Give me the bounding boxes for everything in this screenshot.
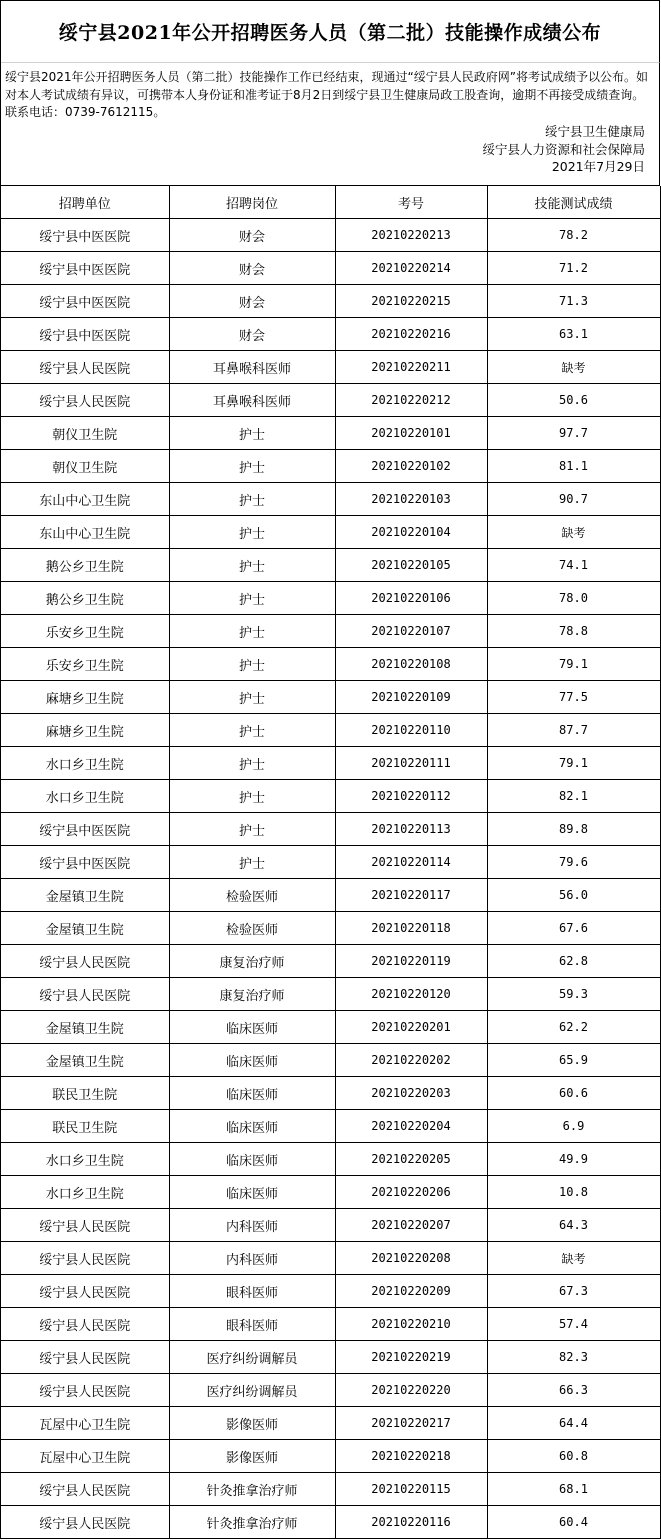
cell-exam-id: 20210220108 [335,648,487,681]
cell-exam-id: 20210220113 [335,813,487,846]
cell-score: 79.1 [487,648,660,681]
cell-unit: 金屋镇卫生院 [1,912,169,945]
cell-score: 71.2 [487,252,660,285]
table-row [1,252,660,285]
results-table [1,186,661,1539]
cell-exam-id: 20210220219 [335,1341,487,1374]
table-row [1,912,660,945]
signer-health-bureau: 绥宁县卫生健康局 [544,124,645,139]
table-row [1,1308,660,1341]
table-row [1,780,660,813]
cell-score: 缺考 [487,351,660,384]
cell-post: 临床医师 [169,1077,335,1110]
cell-score: 77.5 [487,681,660,714]
cell-post: 财会 [169,219,335,252]
cell-post: 护士 [169,714,335,747]
cell-post: 护士 [169,582,335,615]
cell-score: 6.9 [487,1110,660,1143]
cell-exam-id: 20210220103 [335,483,487,516]
table-body [1,219,660,1539]
cell-post: 医疗纠纷调解员 [169,1341,335,1374]
cell-post: 护士 [169,846,335,879]
cell-exam-id: 20210220205 [335,1143,487,1176]
cell-score: 10.8 [487,1176,660,1209]
header-unit: 招聘单位 [1,186,169,219]
table-row [1,1176,660,1209]
cell-score: 64.3 [487,1209,660,1242]
table-row [1,1407,660,1440]
cell-unit: 绥宁县人民医院 [1,351,169,384]
cell-unit: 绥宁县中医医院 [1,318,169,351]
cell-score: 62.2 [487,1011,660,1044]
cell-post: 耳鼻喉科医师 [169,384,335,417]
cell-score: 90.7 [487,483,660,516]
cell-score: 79.1 [487,747,660,780]
table-row [1,1341,660,1374]
cell-score: 66.3 [487,1374,660,1407]
cell-post: 临床医师 [169,1011,335,1044]
cell-score: 89.8 [487,813,660,846]
table-row [1,351,660,384]
header-post: 招聘岗位 [169,186,335,219]
table-row [1,945,660,978]
table-row [1,681,660,714]
cell-post: 医疗纠纷调解员 [169,1374,335,1407]
cell-post: 针灸推拿治疗师 [169,1473,335,1506]
cell-unit: 麻塘乡卫生院 [1,714,169,747]
cell-exam-id: 20210220105 [335,549,487,582]
table-row [1,1506,660,1539]
table-row [1,846,660,879]
table-row [1,714,660,747]
cell-post: 内科医师 [169,1209,335,1242]
cell-unit: 绥宁县人民医院 [1,1473,169,1506]
cell-exam-id: 20210220220 [335,1374,487,1407]
cell-exam-id: 20210220211 [335,351,487,384]
cell-exam-id: 20210220118 [335,912,487,945]
cell-exam-id: 20210220109 [335,681,487,714]
cell-unit: 朝仪卫生院 [1,417,169,450]
cell-unit: 金屋镇卫生院 [1,1044,169,1077]
table-row [1,285,660,318]
cell-exam-id: 20210220207 [335,1209,487,1242]
cell-score: 67.6 [487,912,660,945]
table-row [1,1209,660,1242]
cell-score: 63.1 [487,318,660,351]
page-title: 绥宁县2021年公开招聘医务人员（第二批）技能操作成绩公布 [1,1,660,63]
cell-unit: 绥宁县人民医院 [1,1506,169,1539]
cell-score: 60.8 [487,1440,660,1473]
cell-score: 缺考 [487,516,660,549]
cell-score: 71.3 [487,285,660,318]
cell-exam-id: 20210220104 [335,516,487,549]
table-row [1,978,660,1011]
table-row [1,1044,660,1077]
signature-block [482,123,645,176]
table-row [1,1473,660,1506]
cell-unit: 金屋镇卫生院 [1,879,169,912]
cell-post: 护士 [169,747,335,780]
cell-exam-id: 20210220215 [335,285,487,318]
header-exam-id: 考号 [335,186,487,219]
table-row [1,1011,660,1044]
cell-score: 74.1 [487,549,660,582]
cell-exam-id: 20210220115 [335,1473,487,1506]
cell-post: 耳鼻喉科医师 [169,351,335,384]
signer-hr-bureau: 绥宁县人力资源和社会保障局 [482,141,645,157]
cell-unit: 水口乡卫生院 [1,1143,169,1176]
cell-unit: 联民卫生院 [1,1077,169,1110]
table-row [1,615,660,648]
cell-unit: 绥宁县中医医院 [1,252,169,285]
cell-unit: 绥宁县人民医院 [1,384,169,417]
cell-post: 护士 [169,417,335,450]
cell-score: 79.6 [487,846,660,879]
cell-score: 62.8 [487,945,660,978]
cell-exam-id: 20210220111 [335,747,487,780]
cell-score: 65.9 [487,1044,660,1077]
cell-score: 82.1 [487,780,660,813]
cell-post: 护士 [169,516,335,549]
table-row [1,1242,660,1275]
cell-exam-id: 20210220102 [335,450,487,483]
notice-block [1,63,660,186]
cell-unit: 绥宁县人民医院 [1,1275,169,1308]
cell-exam-id: 20210220217 [335,1407,487,1440]
cell-unit: 乐安乡卫生院 [1,615,169,648]
cell-exam-id: 20210220107 [335,615,487,648]
cell-unit: 瓦屋中心卫生院 [1,1440,169,1473]
cell-exam-id: 20210220210 [335,1308,487,1341]
cell-exam-id: 20210220212 [335,384,487,417]
cell-unit: 水口乡卫生院 [1,780,169,813]
cell-unit: 东山中心卫生院 [1,516,169,549]
cell-post: 检验医师 [169,912,335,945]
cell-exam-id: 20210220117 [335,879,487,912]
cell-exam-id: 20210220206 [335,1176,487,1209]
cell-unit: 朝仪卫生院 [1,450,169,483]
cell-exam-id: 20210220101 [335,417,487,450]
table-row [1,879,660,912]
cell-exam-id: 20210220208 [335,1242,487,1275]
cell-score: 81.1 [487,450,660,483]
cell-exam-id: 20210220202 [335,1044,487,1077]
cell-post: 护士 [169,648,335,681]
cell-unit: 乐安乡卫生院 [1,648,169,681]
table-row [1,516,660,549]
cell-unit: 麻塘乡卫生院 [1,681,169,714]
cell-score: 59.3 [487,978,660,1011]
cell-post: 临床医师 [169,1110,335,1143]
table-header-row [1,186,660,219]
cell-post: 针灸推拿治疗师 [169,1506,335,1539]
cell-post: 护士 [169,813,335,846]
cell-unit: 绥宁县人民医院 [1,1341,169,1374]
table-row [1,582,660,615]
cell-score: 56.0 [487,879,660,912]
cell-exam-id: 20210220116 [335,1506,487,1539]
cell-score: 68.1 [487,1473,660,1506]
cell-exam-id: 20210220216 [335,318,487,351]
table-row [1,417,660,450]
table-row [1,1110,660,1143]
cell-unit: 水口乡卫生院 [1,747,169,780]
cell-score: 78.0 [487,582,660,615]
cell-score: 60.4 [487,1506,660,1539]
cell-score: 78.8 [487,615,660,648]
table-row [1,219,660,252]
cell-exam-id: 20210220110 [335,714,487,747]
cell-unit: 绥宁县人民医院 [1,1374,169,1407]
table-row [1,483,660,516]
cell-unit: 东山中心卫生院 [1,483,169,516]
cell-unit: 水口乡卫生院 [1,1176,169,1209]
notice-text: 绥宁县2021年公开招聘医务人员（第二批）技能操作工作已经结束，现通过“绥宁县人民政府网”将考试成绩予以公布。如对本人考试成绩有异议，可携带本人身份证和准考证于8月2日到绥宁县卫生健康局政工股查询，逾期不再接受成绩查询。联系电话：0739-7612115。 [5,70,648,119]
cell-score: 50.6 [487,384,660,417]
table-row [1,1143,660,1176]
cell-post: 康复治疗师 [169,978,335,1011]
cell-post: 影像医师 [169,1440,335,1473]
table-row [1,1440,660,1473]
cell-post: 康复治疗师 [169,945,335,978]
cell-post: 护士 [169,483,335,516]
cell-score: 78.2 [487,219,660,252]
table-row [1,1374,660,1407]
cell-post: 护士 [169,780,335,813]
cell-post: 护士 [169,615,335,648]
table-row [1,813,660,846]
cell-score: 67.3 [487,1275,660,1308]
cell-score: 97.7 [487,417,660,450]
table-row [1,549,660,582]
cell-unit: 绥宁县中医医院 [1,846,169,879]
publish-date: 2021年7月29日 [551,159,645,174]
cell-exam-id: 20210220204 [335,1110,487,1143]
cell-unit: 联民卫生院 [1,1110,169,1143]
cell-unit: 鹅公乡卫生院 [1,582,169,615]
cell-unit: 绥宁县人民医院 [1,978,169,1011]
cell-post: 内科医师 [169,1242,335,1275]
cell-unit: 鹅公乡卫生院 [1,549,169,582]
table-row [1,384,660,417]
cell-unit: 绥宁县中医医院 [1,813,169,846]
cell-unit: 金屋镇卫生院 [1,1011,169,1044]
table-row [1,747,660,780]
cell-post: 财会 [169,252,335,285]
cell-exam-id: 20210220120 [335,978,487,1011]
cell-post: 检验医师 [169,879,335,912]
cell-exam-id: 20210220203 [335,1077,487,1110]
cell-unit: 绥宁县人民医院 [1,1242,169,1275]
table-row [1,1275,660,1308]
cell-unit: 绥宁县人民医院 [1,1308,169,1341]
cell-post: 临床医师 [169,1044,335,1077]
cell-exam-id: 20210220112 [335,780,487,813]
cell-unit: 绥宁县人民医院 [1,1209,169,1242]
cell-exam-id: 20210220114 [335,846,487,879]
table-row [1,318,660,351]
cell-post: 影像医师 [169,1407,335,1440]
cell-unit: 绥宁县中医医院 [1,285,169,318]
header-score: 技能测试成绩 [487,186,660,219]
cell-post: 护士 [169,450,335,483]
cell-post: 财会 [169,318,335,351]
cell-unit: 绥宁县人民医院 [1,945,169,978]
cell-score: 57.4 [487,1308,660,1341]
cell-exam-id: 20210220201 [335,1011,487,1044]
cell-exam-id: 20210220106 [335,582,487,615]
cell-post: 眼科医师 [169,1308,335,1341]
cell-score: 64.4 [487,1407,660,1440]
table-row [1,1077,660,1110]
cell-unit: 绥宁县中医医院 [1,219,169,252]
cell-exam-id: 20210220209 [335,1275,487,1308]
cell-post: 临床医师 [169,1143,335,1176]
cell-exam-id: 20210220213 [335,219,487,252]
table-row [1,648,660,681]
cell-score: 49.9 [487,1143,660,1176]
cell-post: 临床医师 [169,1176,335,1209]
cell-score: 60.6 [487,1077,660,1110]
cell-exam-id: 20210220119 [335,945,487,978]
cell-post: 财会 [169,285,335,318]
cell-exam-id: 20210220214 [335,252,487,285]
cell-post: 眼科医师 [169,1275,335,1308]
cell-unit: 瓦屋中心卫生院 [1,1407,169,1440]
cell-score: 82.3 [487,1341,660,1374]
cell-post: 护士 [169,549,335,582]
cell-post: 护士 [169,681,335,714]
table-row [1,450,660,483]
cell-exam-id: 20210220218 [335,1440,487,1473]
cell-score: 87.7 [487,714,660,747]
cell-score: 缺考 [487,1242,660,1275]
